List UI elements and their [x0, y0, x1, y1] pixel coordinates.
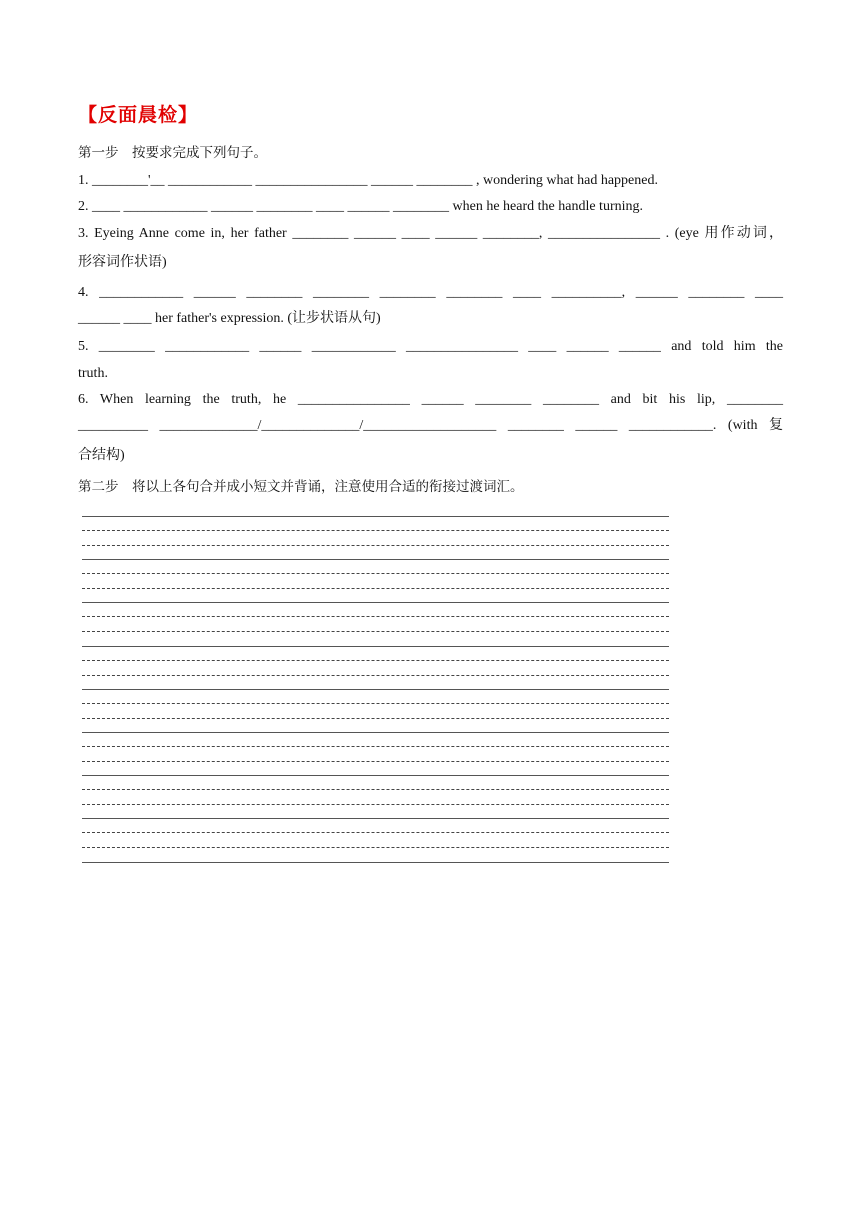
sentence-6-continued: __________ ______________/______________/___________________ ________ ______ ____________. (with 复	[78, 418, 783, 433]
writing-line-solid	[82, 862, 669, 863]
writing-line-dashed	[82, 718, 669, 719]
writing-line-dashed	[82, 588, 669, 589]
sentence-3-continued: 形容词作状语)	[78, 255, 167, 270]
sentence-6-end: 合结构)	[78, 448, 125, 463]
sentence-5: 5. ________ ____________ ______ ____________ ________________ ____ ______ ______ and told him the	[78, 339, 783, 354]
writing-line-dashed	[82, 545, 669, 546]
step-one-instruction: 第一步 按要求完成下列句子。	[78, 145, 267, 161]
sentence-4: 4. ____________ ______ ________ ________ ________ ________ ____ __________, ______ ________ ____	[78, 285, 783, 300]
writing-line-dashed	[82, 847, 669, 848]
writing-line-dashed	[82, 631, 669, 632]
writing-line-dashed	[82, 530, 669, 531]
sentence-5-continued: truth.	[78, 366, 108, 381]
section-heading: 【反面晨检】	[78, 104, 199, 126]
writing-line-solid	[82, 689, 669, 690]
writing-line-dashed	[82, 616, 669, 617]
writing-line-solid	[82, 646, 669, 647]
step-two-instruction: 第二步 将以上各句合并成小短文并背诵，注意使用合适的衔接过渡词汇。	[78, 479, 524, 495]
writing-line-solid	[82, 818, 669, 819]
sentence-6: 6. When learning the truth, he ________________ ______ ________ ________ and bit his lip, ________	[78, 392, 783, 407]
writing-line-solid	[82, 559, 669, 560]
handwriting-lines[interactable]	[82, 515, 669, 865]
writing-line-dashed	[82, 789, 669, 790]
writing-line-solid	[82, 775, 669, 776]
writing-line-dashed	[82, 675, 669, 676]
sentence-1: 1. ________'__ ____________ ________________ ______ ________ , wondering what had happened.	[78, 173, 658, 188]
sentence-3: 3. Eyeing Anne come in, her father ________ ______ ____ ______ ________, ________________ . (eye 用作动词，	[78, 226, 783, 241]
sentence-4-continued: ______ ____ her father's expression. (让步状语从句)	[78, 311, 381, 326]
sentence-2: 2. ____ ____________ ______ ________ ____ ______ ________ when he heard the handle turning.	[78, 199, 643, 214]
writing-line-dashed	[82, 832, 669, 833]
writing-line-dashed	[82, 804, 669, 805]
writing-line-dashed	[82, 703, 669, 704]
writing-line-solid	[82, 732, 669, 733]
writing-line-dashed	[82, 660, 669, 661]
writing-line-solid	[82, 516, 669, 517]
writing-line-dashed	[82, 761, 669, 762]
writing-line-dashed	[82, 746, 669, 747]
writing-line-solid	[82, 602, 669, 603]
writing-line-dashed	[82, 573, 669, 574]
